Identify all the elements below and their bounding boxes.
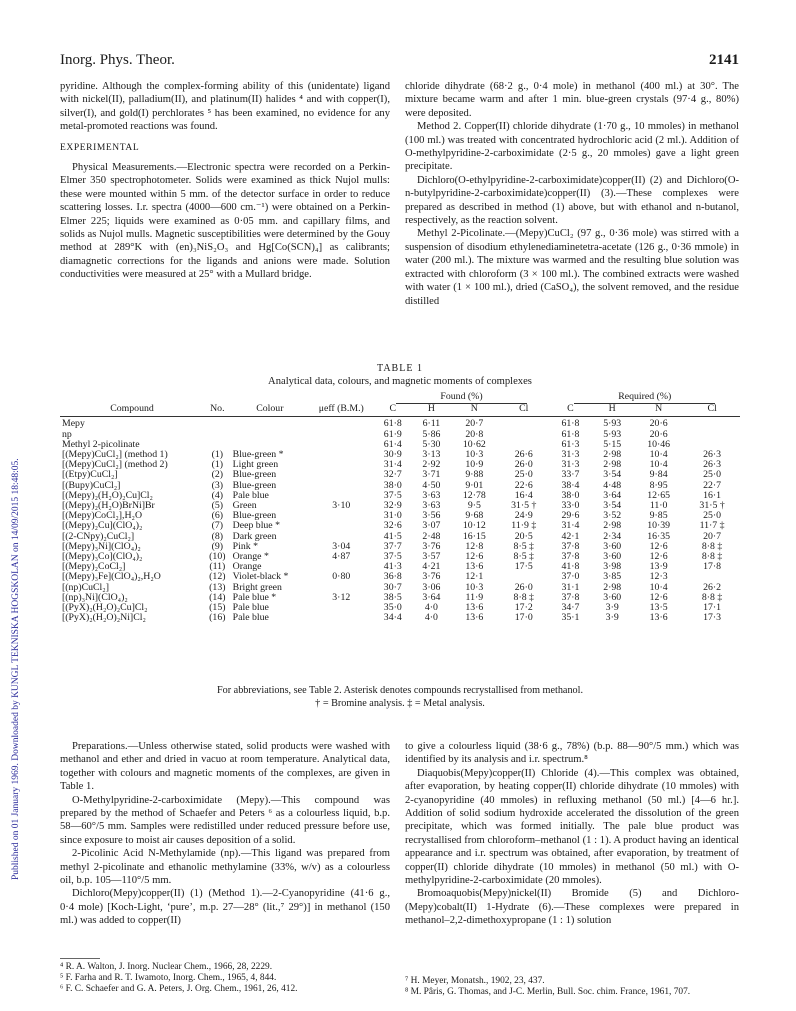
table-cell: 10·62 bbox=[462, 438, 486, 450]
paragraph: Dichloro(Mepy)copper(II) (1) (Method 1).—2-Cyanopyridine (41·6 g., 0·4 mole) [Koch-Light, ‘pure’, m.p. 27—28° (lit.,⁷ 29°)] in methanol (150 ml.) was added to copper(II) bbox=[60, 888, 390, 927]
table-cell: 33·7 bbox=[561, 469, 580, 481]
table-cell: 16·1 bbox=[703, 489, 722, 501]
table-cell: 5·15 bbox=[603, 438, 622, 450]
table-cell: [(np)₃Ni](ClO₄)₂ bbox=[62, 591, 128, 603]
table-cell: 31·3 bbox=[561, 459, 580, 471]
table-cell: (4) bbox=[211, 489, 224, 501]
table-cell: 37·7 bbox=[383, 540, 402, 552]
table-cell: 61·8 bbox=[561, 418, 580, 430]
table-cell: 6·11 bbox=[422, 418, 441, 430]
table-cell: 2·34 bbox=[603, 530, 622, 542]
table-cell: 3·57 bbox=[422, 551, 441, 563]
table-cell: 37·8 bbox=[561, 540, 580, 552]
table-cell: 30·7 bbox=[383, 581, 402, 593]
table-cell: 38·4 bbox=[561, 479, 580, 491]
table-cell: 10·3 bbox=[465, 449, 484, 461]
footnote-rule bbox=[60, 958, 100, 959]
table-cell: [(Mepy)₂Cu](ClO₄)₂ bbox=[62, 520, 143, 532]
table-cell: [(PyX)₂(H₂O)₂Cu]Cl₂ bbox=[62, 602, 148, 614]
table-cell: 25·0 bbox=[703, 469, 722, 481]
table-cell: 61·8 bbox=[561, 428, 580, 440]
journal-name: Inorg. Phys. Theor. bbox=[60, 52, 175, 68]
table-cell: 3·52 bbox=[603, 510, 622, 522]
table-cell: (15) bbox=[209, 602, 226, 614]
table-cell: Blue-green * bbox=[232, 449, 284, 461]
table-cell: Blue-green bbox=[232, 469, 277, 481]
table-cell: (1) bbox=[211, 449, 224, 461]
table-cell: 42·1 bbox=[561, 530, 580, 542]
table-cell: 3·63 bbox=[422, 489, 441, 501]
table-cell: 5·93 bbox=[603, 418, 622, 430]
table-cell: 4·87 bbox=[332, 551, 351, 563]
table-cell: 13·6 bbox=[465, 602, 484, 614]
table-footnotes bbox=[60, 684, 740, 710]
table-cell: 12·6 bbox=[465, 551, 484, 563]
table-cell: 38·0 bbox=[561, 489, 580, 501]
found-group-header: Found (%) bbox=[396, 392, 526, 404]
table-cell: 3·9 bbox=[605, 602, 619, 614]
paragraph: Diaquobis(Mepy)copper(II) Chloride (4).—This complex was obtained, after evaporation, by heating copper(II) chloride dihydrate (10 mmoles) with 2-cyanopyridine (40 mmoles) in refluxing methanol (50 ml.) [4—6 hr.]. Addition of solid sodium hydroxide accelerated the dissolution of the green precipitate, which was formed initially. The pale blue product was recrystallised from chloroform–methanol (1 : 1). A product having an identical appearance and i.r. spectrum was obtained, after evaporation, by treatment of copper(II) chloride dihydrate (10 mmoles) in methanol (50 ml.) with O-methylpyridine-2-carboximidate (20 mmoles). bbox=[405, 767, 739, 887]
table-cell: 3·54 bbox=[603, 500, 622, 512]
table-cell: 38·5 bbox=[383, 591, 402, 603]
table-cell bbox=[309, 511, 373, 521]
table-cell: 3·76 bbox=[422, 571, 441, 583]
table-cell: (14) bbox=[209, 591, 226, 603]
table-cell: 61·8 bbox=[383, 418, 402, 430]
table-cell: 10·9 bbox=[465, 459, 484, 471]
column-header: Compound bbox=[60, 404, 204, 417]
paragraph: Dichloro(O-ethylpyridine-2-carboximidate)copper(II) (2) and Dichloro(O-n-butylpyridine-2-carboximidate)copper(II) (3).—These complexes were prepared as described in method (1) above, but with ethanol and n-butanol, respectively, as the reaction solvent. bbox=[405, 174, 739, 227]
table-cell: 8·95 bbox=[649, 479, 668, 491]
table-cell: 37·0 bbox=[561, 571, 580, 583]
table-cell bbox=[498, 430, 550, 440]
table-cell: 4·0 bbox=[424, 612, 438, 624]
table-cell: 34·4 bbox=[383, 612, 402, 624]
footnote: ⁵ F. Farha and R. T. Iwamoto, Inorg. Chem., 1965, 4, 844. bbox=[60, 973, 277, 984]
footnote: ⁶ F. C. Schaefer and G. A. Peters, J. Org. Chem., 1961, 26, 412. bbox=[60, 984, 298, 995]
table-cell: 3·98 bbox=[603, 561, 622, 573]
table-cell bbox=[309, 430, 373, 440]
paragraph: to give a colourless liquid (38·6 g., 78%) (b.p. 88—90°/5 mm.) which was identified by its analysis and i.r. spectrum.⁸ bbox=[405, 741, 739, 766]
table-cell: [(Mepy)CuCl₂] (method 1) bbox=[62, 449, 168, 461]
column-header: Cl bbox=[684, 404, 740, 417]
table-cell: Light green bbox=[232, 459, 279, 471]
table-cell: 20·7 bbox=[703, 530, 722, 542]
table-cell: 8·5 ‡ bbox=[513, 540, 534, 552]
table-cell: Pale blue bbox=[232, 602, 269, 614]
column-right-bottom bbox=[405, 740, 739, 928]
table-cell: (7) bbox=[211, 520, 224, 532]
table-cell: 26·3 bbox=[703, 449, 722, 461]
table-cell: 12·6 bbox=[649, 540, 668, 552]
table-cell: 26·6 bbox=[514, 449, 533, 461]
table-cell: Methyl 2-picolinate bbox=[62, 438, 140, 450]
table-cell bbox=[309, 460, 373, 470]
table-cell: 10·4 bbox=[649, 459, 668, 471]
column-left-bottom bbox=[60, 740, 390, 928]
paragraph: Physical Measurements.—Electronic spectra were recorded on a Perkin-Elmer 350 spectrophotometer. Solids were examined as thick Nujol mulls: these were mounted within 5 mm. of the detector surface in order to reduce scattering losses. I.r. spectra (4000—600 cm.⁻¹) were obtained on a Perkin-Elmer 225; liquids were examined as 0·05 mm. and capillary films, and solids as Nujol mulls. Magnetic susceptibilities were determined by the Gouy method at 289°K with (en)₃NiS₂O₃ and Hg[Co(SCN)₄] as calibrants; diamagnetic corrections for the ligands and anions were made. Solution conductivities were measured at 25° with a Mullard bridge. bbox=[60, 162, 390, 281]
table-cell: 13·9 bbox=[649, 561, 668, 573]
table-cell: Pale blue * bbox=[232, 591, 277, 603]
table-cell: 37·5 bbox=[383, 551, 402, 563]
table-cell: 31·1 bbox=[561, 581, 580, 593]
page-header bbox=[60, 52, 739, 72]
column-header: C bbox=[373, 404, 412, 417]
table-cell: 13·6 bbox=[649, 612, 668, 624]
table-cell: 3·76 bbox=[422, 540, 441, 552]
footnote: ⁷ H. Meyer, Monatsh., 1902, 23, 437. bbox=[405, 976, 545, 986]
table-cell bbox=[309, 450, 373, 460]
table-cell: 3·06 bbox=[422, 581, 441, 593]
table-cell: [(2-CNpy)₂CuCl₂] bbox=[62, 530, 135, 542]
table-cell: 3·10 bbox=[332, 500, 351, 512]
table-cell: 13·6 bbox=[465, 612, 484, 624]
table-cell: 9·01 bbox=[465, 479, 484, 491]
paragraph: Methyl 2-Picolinate.—(Mepy)CuCl₂ (97 g., 0·36 mole) was stirred with a suspension of disodium ethylenediaminetetra-acetate (126 g., 0·36 mmole) in water (200 ml.). The mixture was warmed and the resulting blue solution was extracted with chloroform (3 × 100 ml.). The combined extracts were washed with water (1 × 100 ml.), dried (CaSO₄), the solvent removed, and the residue distilled bbox=[405, 228, 739, 307]
table-cell: 3·07 bbox=[422, 520, 441, 532]
table-cell: [(Mepy)₂(H₂O)₂Cu]Cl₂ bbox=[62, 489, 153, 501]
table-cell: [(Mepy)CuCl₂] (method 2) bbox=[62, 459, 168, 471]
table-cell: 0·80 bbox=[332, 571, 351, 583]
paragraph: Bromoaquobis(Mepy)nickel(II) Bromide (5) and Dichloro-(Mepy)cobalt(II) 1-Hydrate (6).—These complexes were prepared in methanol–2,2-dimethoxypropane (1 : 1) solution bbox=[405, 888, 739, 927]
table-cell: 32·6 bbox=[383, 520, 402, 532]
table-cell: 25·0 bbox=[703, 510, 722, 522]
column-header: N bbox=[633, 404, 684, 417]
table-cell: [(Mepy)CoCl₂],H₂O bbox=[62, 510, 143, 522]
table-cell: Deep blue * bbox=[232, 520, 281, 532]
section-heading: EXPERIMENTAL bbox=[60, 142, 140, 153]
table-cell: [(Mepy)₂(H₂O)BrNi]Br bbox=[62, 500, 155, 512]
table-cell bbox=[309, 521, 373, 531]
table-cell: (12) bbox=[209, 571, 226, 583]
table-cell: 2·92 bbox=[422, 459, 441, 471]
page-number: 2141 bbox=[709, 52, 739, 68]
table-cell: 12·3 bbox=[649, 571, 668, 583]
column-header: C bbox=[550, 404, 592, 417]
table-cell: 3·60 bbox=[603, 551, 622, 563]
table-cell: 5·30 bbox=[422, 438, 441, 450]
table-cell: 26·2 bbox=[703, 581, 722, 593]
column-header: Cl bbox=[498, 404, 550, 417]
table-cell: 20·5 bbox=[514, 530, 533, 542]
table-cell: 17·1 bbox=[703, 602, 722, 614]
table-cell: 41·8 bbox=[561, 561, 580, 573]
table-label: TABLE 1 bbox=[377, 363, 423, 374]
table-cell bbox=[498, 417, 550, 430]
table-cell bbox=[309, 481, 373, 491]
table-cell: [(Mepy)₃Ni](ClO₄)₂ bbox=[62, 540, 141, 552]
table-cell: 17·8 bbox=[703, 561, 722, 573]
table-cell: 20·7 bbox=[465, 418, 484, 430]
table-cell: 17·0 bbox=[514, 612, 533, 624]
table-cell bbox=[309, 613, 373, 623]
table-cell: 26·0 bbox=[514, 581, 533, 593]
table-cell: 3·9 bbox=[605, 612, 619, 624]
table-cell: (11) bbox=[209, 561, 226, 573]
table-cell: Orange * bbox=[232, 551, 269, 563]
table-cell: 9·88 bbox=[465, 469, 484, 481]
footnotes-left bbox=[60, 962, 390, 996]
table-title: Analytical data, colours, and magnetic moments of complexes bbox=[268, 376, 532, 387]
table-cell: 41·5 bbox=[383, 530, 402, 542]
table-cell: 3·64 bbox=[603, 489, 622, 501]
table-cell: 34·7 bbox=[561, 602, 580, 614]
table-cell: 10·46 bbox=[647, 438, 671, 450]
table-cell: (8) bbox=[211, 530, 224, 542]
required-group-header: Required (%) bbox=[574, 392, 715, 404]
table-cell: Bright green bbox=[232, 581, 282, 593]
table-cell: 8·5 ‡ bbox=[513, 551, 534, 563]
table-cell: 31·5 † bbox=[699, 500, 725, 512]
footnote: ⁸ M. Pâris, G. Thomas, and J-C. Merlin, Bull. Soc. chim. France, 1961, 707. bbox=[405, 987, 691, 998]
table-cell: 26·3 bbox=[703, 459, 722, 471]
analytical-data-table bbox=[60, 392, 740, 623]
table-cell: 3·13 bbox=[422, 449, 441, 461]
table-cell: 22·7 bbox=[703, 479, 722, 491]
table-cell: 12·78 bbox=[462, 489, 486, 501]
table-cell: 25·0 bbox=[514, 469, 533, 481]
table-cell: 3·04 bbox=[332, 540, 351, 552]
table-cell: 20·8 bbox=[465, 428, 484, 440]
table-row bbox=[60, 613, 740, 623]
table-cell: 13·6 bbox=[465, 561, 484, 573]
table-cell: (10) bbox=[209, 551, 226, 563]
table-cell: 61·9 bbox=[383, 428, 402, 440]
column-header: No. bbox=[204, 404, 231, 417]
table-cell bbox=[204, 417, 231, 430]
table-cell: 3·85 bbox=[603, 571, 622, 583]
paragraph: 2-Picolinic Acid N-Methylamide (np).—This ligand was prepared from methyl 2-picolinate and ethanolic methylamine (33%, w/v) as a colourless oil, b.p. 105—110°/5 mm. bbox=[60, 848, 390, 887]
table-cell: Mepy bbox=[62, 418, 85, 430]
table-cell: 8·8 ‡ bbox=[701, 551, 723, 563]
table-cell: 17·5 bbox=[514, 561, 533, 573]
table-cell: 3·60 bbox=[603, 591, 622, 603]
table-cell: Orange bbox=[232, 561, 262, 573]
table-cell: (1) bbox=[211, 459, 224, 471]
table-cell bbox=[684, 430, 740, 440]
table-cell: 3·63 bbox=[422, 500, 441, 512]
table-cell: 8·8 ‡ bbox=[701, 540, 723, 552]
table-cell: Blue-green bbox=[232, 479, 277, 491]
table-cell: 33·0 bbox=[561, 500, 580, 512]
table-cell: 9·85 bbox=[649, 510, 668, 522]
paragraph: chloride dihydrate (68·2 g., 0·4 mole) in methanol (400 ml.) at 30°. The mixture became warm and after 1 min. blue-green crystals (97·4 g., 80%) were deposited. bbox=[405, 81, 739, 119]
column-right-top bbox=[405, 80, 739, 308]
table-cell: [(np)CuCl₂] bbox=[62, 581, 109, 593]
table-cell: Pale blue bbox=[232, 489, 269, 501]
table-cell: 61·3 bbox=[561, 438, 580, 450]
table-cell: 22·6 bbox=[514, 479, 533, 491]
table-cell: 35·0 bbox=[383, 602, 402, 614]
table-cell: 10·3 bbox=[465, 581, 484, 593]
table-cell bbox=[309, 470, 373, 480]
table-cell: 4·48 bbox=[603, 479, 622, 491]
table-cell: 4·21 bbox=[422, 561, 441, 573]
table-cell: (2) bbox=[211, 469, 224, 481]
table-cell: 32·9 bbox=[383, 500, 402, 512]
table-cell: 10·4 bbox=[649, 581, 668, 593]
table-cell: 8·8 ‡ bbox=[513, 591, 534, 603]
table-cell bbox=[684, 417, 740, 430]
table-footnote: † = Bromine analysis. ‡ = Metal analysis. bbox=[315, 698, 485, 709]
table-cell: [(PyX)₂(H₂O)₂Ni]Cl₂ bbox=[62, 612, 146, 624]
table-cell: 31·4 bbox=[383, 459, 402, 471]
table-cell: 24·9 bbox=[514, 510, 533, 522]
table-cell: 5·93 bbox=[603, 428, 622, 440]
table-cell: 16·35 bbox=[647, 530, 671, 542]
table-cell: 11·9 ‡ bbox=[511, 520, 537, 532]
table-cell: [(Mepy)₃Co](ClO₄)₂ bbox=[62, 551, 143, 563]
table-cell: 8·8 ‡ bbox=[701, 591, 723, 603]
table-cell: Violet-black * bbox=[232, 571, 289, 583]
table-caption bbox=[60, 362, 740, 388]
table-cell: 10·4 bbox=[649, 449, 668, 461]
paragraph: Method 2. Copper(II) chloride dihydrate (1·70 g., 10 mmoles) in methanol (100 ml.) was treated with concentrated hydrochloric acid (2 ml.). Addition of O-methylpyridine-2-carboximidate (2·5 g., 20 mmoles) gave a light green precipitate. bbox=[405, 121, 739, 173]
table-cell: 9·68 bbox=[465, 510, 484, 522]
table-cell: 35·1 bbox=[561, 612, 580, 624]
table-cell: 12·6 bbox=[649, 591, 668, 603]
table-cell bbox=[231, 430, 309, 440]
table-cell: 10·39 bbox=[647, 520, 671, 532]
table-cell: 29·6 bbox=[561, 510, 580, 522]
table-cell: 11·0 bbox=[649, 500, 668, 512]
table-cell: 4·0 bbox=[424, 602, 438, 614]
table-cell: 20·6 bbox=[649, 418, 668, 430]
table-cell: (9) bbox=[211, 540, 224, 552]
table-cell: (3) bbox=[211, 479, 224, 491]
table-cell: 38·0 bbox=[383, 479, 402, 491]
table-cell: [(Etpy)CuCl₂] bbox=[62, 469, 118, 481]
table-cell: [(Bupy)CuCl₂] bbox=[62, 479, 121, 491]
column-left-top bbox=[60, 80, 390, 282]
table-cell: 31·4 bbox=[561, 520, 580, 532]
table-cell: 2·98 bbox=[603, 520, 622, 532]
table-cell: 30·9 bbox=[383, 449, 402, 461]
table-cell: 3·64 bbox=[422, 591, 441, 603]
table-cell: Pink * bbox=[232, 540, 258, 552]
table-cell: 37·5 bbox=[383, 489, 402, 501]
footnote: ⁴ R. A. Walton, J. Inorg. Nuclear Chem., 1966, 28, 2229. bbox=[60, 962, 273, 972]
table-cell: 9·5 bbox=[467, 500, 481, 512]
table-cell: 11·7 ‡ bbox=[699, 520, 725, 532]
table-cell: 32·7 bbox=[383, 469, 402, 481]
table-cell: 17·3 bbox=[703, 612, 722, 624]
table-cell: 41·3 bbox=[383, 561, 402, 573]
paragraph: pyridine. Although the complex-forming ability of this (unidentate) ligand with nickel(II), palladium(II), and platinum(II) halides ⁴ and with copper(I), silver(I), and gold(I) perchlorates ⁵ has been examined, no evidence for any metal-promoted reactions was found. bbox=[60, 81, 390, 133]
table-cell: 11·9 bbox=[465, 591, 484, 603]
table-cell: (16) bbox=[209, 612, 226, 624]
column-header: μeff (B.M.) bbox=[309, 404, 373, 417]
column-header: H bbox=[412, 404, 451, 417]
table-cell: np bbox=[62, 428, 72, 440]
table-cell: 12·6 bbox=[649, 551, 668, 563]
table-cell: 2·48 bbox=[422, 530, 441, 542]
table-cell: 3·71 bbox=[422, 469, 441, 481]
table-cell: 37·8 bbox=[561, 591, 580, 603]
table-cell: 3·56 bbox=[422, 510, 441, 522]
table-cell: 4·50 bbox=[422, 479, 441, 491]
table-cell: [(Mepy)₂CoCl₂] bbox=[62, 561, 126, 573]
download-watermark bbox=[0, 0, 22, 1011]
table-cell bbox=[204, 430, 231, 440]
table-cell: (6) bbox=[211, 510, 224, 522]
paragraph: O-Methylpyridine-2-carboximidate (Mepy).—This compound was prepared by the method of Schaefer and Peters ⁶ as a colourless liquid, b.p. 58—60°/5 mm. Samples were redistilled under reduced pressure before use, since exposure to moist air causes deposition of a solid. bbox=[60, 794, 390, 846]
table-cell bbox=[309, 440, 373, 450]
table-cell: 36·8 bbox=[383, 571, 402, 583]
table-cell: 31·0 bbox=[383, 510, 402, 522]
table-cell: 16·15 bbox=[462, 530, 486, 542]
table-cell bbox=[309, 603, 373, 613]
table-cell: 31·5 † bbox=[511, 500, 537, 512]
table-cell: 61·4 bbox=[383, 438, 402, 450]
table-cell: 12·1 bbox=[465, 571, 484, 583]
table-footnote: For abbreviations, see Table 2. Asterisk denotes compounds recrystallised from methanol. bbox=[216, 685, 584, 696]
table-cell: 2·98 bbox=[603, 459, 622, 471]
table-cell: (5) bbox=[211, 500, 224, 512]
table-cell: (13) bbox=[209, 581, 226, 593]
table-cell bbox=[309, 417, 373, 430]
table-cell: Green bbox=[232, 500, 257, 512]
table-cell: 12·65 bbox=[647, 489, 671, 501]
table-cell: [(Mepy)₃Fe](ClO₄)₂,H₂O bbox=[62, 571, 161, 583]
column-header: N bbox=[451, 404, 498, 417]
table-cell: 2·98 bbox=[603, 581, 622, 593]
table-cell: Blue-green bbox=[232, 510, 277, 522]
table-cell: 20·6 bbox=[649, 428, 668, 440]
footnotes-right bbox=[405, 976, 739, 998]
table-cell: 31·3 bbox=[561, 449, 580, 461]
table-cell: Pale blue bbox=[232, 612, 269, 624]
table-cell: 12·8 bbox=[465, 540, 484, 552]
paragraph: Preparations.—Unless otherwise stated, solid products were washed with methanol and ether and dried in vacuo at room temperature. Analytical data, together with colours and magnetic moments of the complexes, are given in Table 1. bbox=[60, 741, 390, 793]
column-header: Colour bbox=[231, 404, 309, 417]
table-cell: 26·0 bbox=[514, 459, 533, 471]
table-cell: 5·86 bbox=[422, 428, 441, 440]
table-cell: 37·8 bbox=[561, 551, 580, 563]
table-cell: 3·54 bbox=[603, 469, 622, 481]
column-header: H bbox=[591, 404, 633, 417]
table-cell: 3·60 bbox=[603, 540, 622, 552]
watermark-text: Published on 01 January 1969. Downloaded by KUNGL TEKNISKA HOGSKOLAN on 14/09/2015 18:48:05. bbox=[11, 458, 21, 880]
table-cell: 10·12 bbox=[462, 520, 486, 532]
table-cell: 3·12 bbox=[332, 591, 351, 603]
table-cell: 2·98 bbox=[603, 449, 622, 461]
table-cell: 13·5 bbox=[649, 602, 668, 614]
table-cell: Dark green bbox=[232, 530, 277, 542]
table-row bbox=[60, 417, 740, 430]
table-cell: 16·4 bbox=[514, 489, 533, 501]
table-cell bbox=[231, 417, 309, 430]
table-cell: 17·2 bbox=[514, 602, 533, 614]
table-cell: 9·84 bbox=[649, 469, 668, 481]
